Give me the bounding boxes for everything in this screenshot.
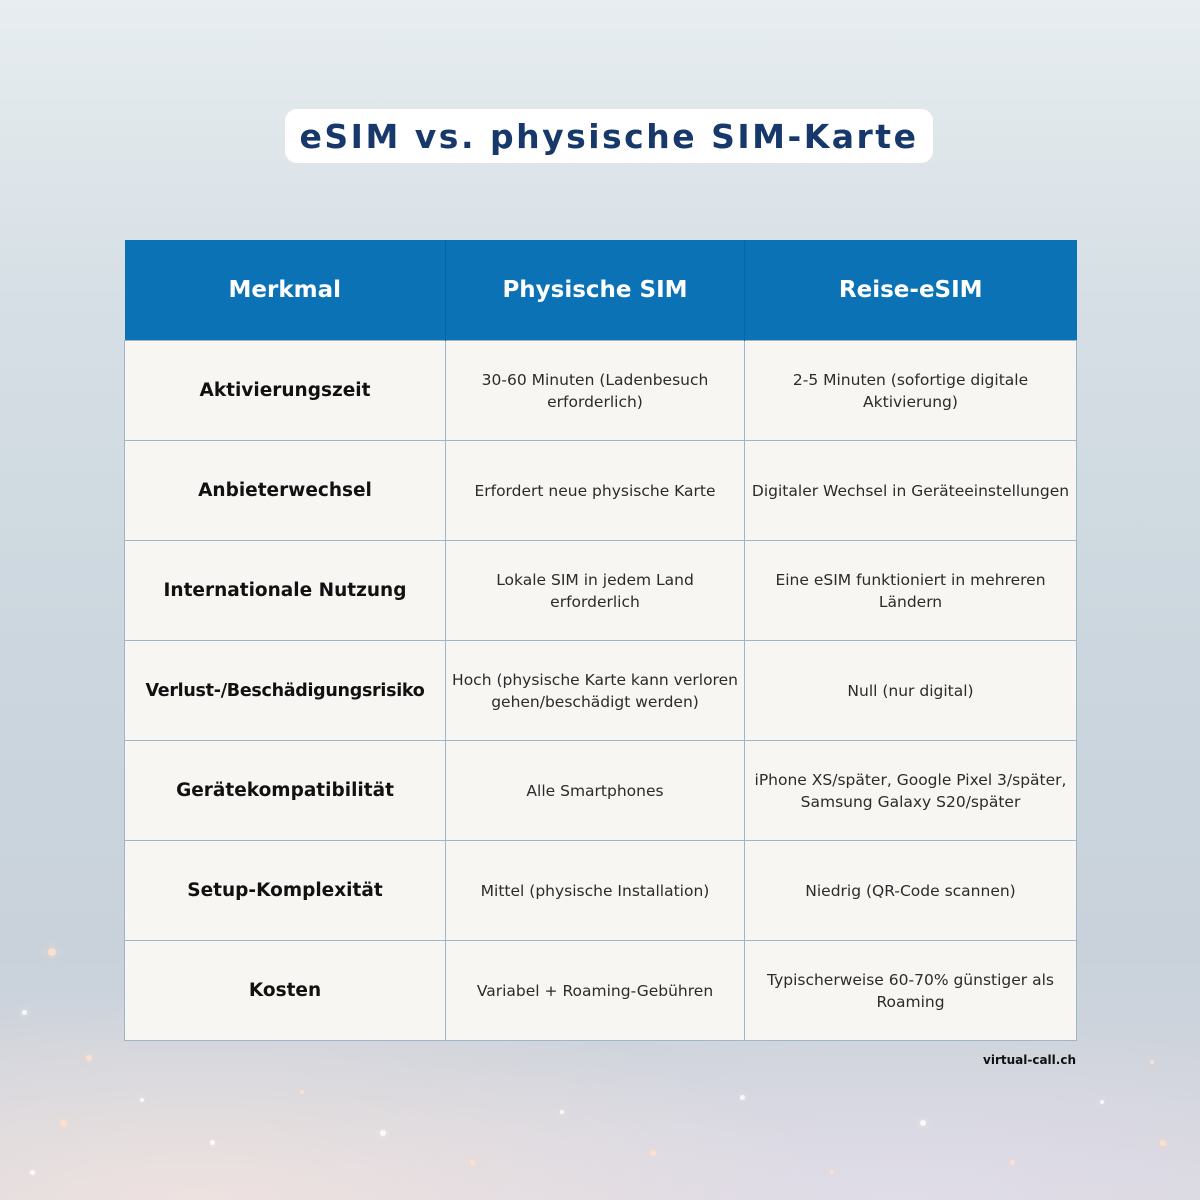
page-title: eSIM vs. physische SIM-Karte	[299, 116, 919, 156]
physical-sim-cell: Alle Smartphones	[446, 741, 745, 841]
physical-sim-cell: Variabel + Roaming-Gebühren	[446, 941, 745, 1041]
table-row	[125, 541, 1077, 641]
table-row	[125, 841, 1077, 941]
table-header-row	[125, 240, 1077, 341]
source-watermark: virtual-call.ch	[983, 1053, 1076, 1067]
header-feature: Merkmal	[125, 240, 446, 341]
table-row	[125, 941, 1077, 1041]
header-travel-esim: Reise-eSIM	[745, 240, 1077, 341]
feature-cell: Setup-Komplexität	[125, 841, 446, 941]
feature-cell: Anbieterwechsel	[125, 441, 446, 541]
esim-cell: iPhone XS/später, Google Pixel 3/später, Samsung Galaxy S20/später	[745, 741, 1077, 841]
physical-sim-cell: 30-60 Minuten (Ladenbesuch erforderlich)	[446, 341, 745, 441]
comparison-table-wrapper	[124, 240, 1076, 1041]
feature-cell: Aktivierungszeit	[125, 341, 446, 441]
table-row	[125, 441, 1077, 541]
feature-cell: Kosten	[125, 941, 446, 1041]
esim-cell: Typischerweise 60-70% günstiger als Roaming	[745, 941, 1077, 1041]
title-banner	[285, 109, 933, 163]
physical-sim-cell: Lokale SIM in jedem Land erforderlich	[446, 541, 745, 641]
table-row	[125, 341, 1077, 441]
table-row	[125, 641, 1077, 741]
esim-cell: Null (nur digital)	[745, 641, 1077, 741]
comparison-table	[124, 240, 1077, 1041]
feature-cell: Internationale Nutzung	[125, 541, 446, 641]
esim-cell: 2-5 Minuten (sofortige digitale Aktivierung)	[745, 341, 1077, 441]
physical-sim-cell: Erfordert neue physische Karte	[446, 441, 745, 541]
esim-cell: Niedrig (QR-Code scannen)	[745, 841, 1077, 941]
feature-cell: Verlust-/Beschädigungsrisiko	[125, 641, 446, 741]
feature-cell: Gerätekompatibilität	[125, 741, 446, 841]
table-row	[125, 741, 1077, 841]
esim-cell: Eine eSIM funktioniert in mehreren Ländern	[745, 541, 1077, 641]
physical-sim-cell: Hoch (physische Karte kann verloren gehen/beschädigt werden)	[446, 641, 745, 741]
physical-sim-cell: Mittel (physische Installation)	[446, 841, 745, 941]
header-physical-sim: Physische SIM	[446, 240, 745, 341]
esim-cell: Digitaler Wechsel in Geräteeinstellungen	[745, 441, 1077, 541]
